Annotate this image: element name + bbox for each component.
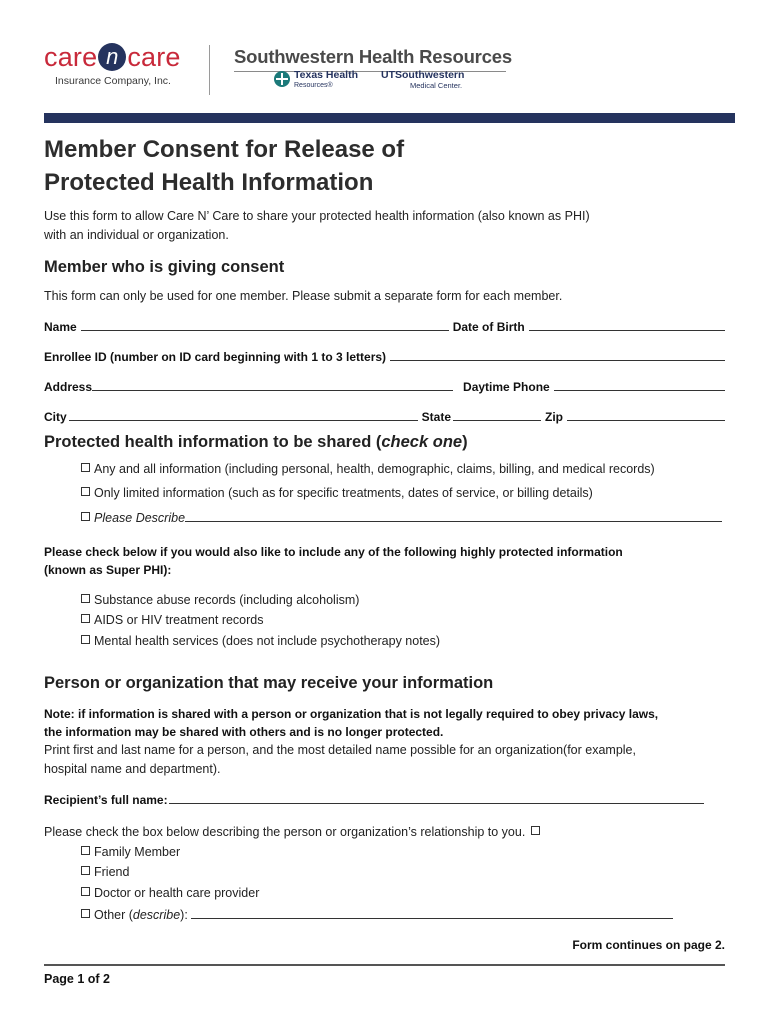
- southwestern-health-resources-logo: [234, 46, 512, 72]
- super-phi-note: Please check below if you would also like to include any of the following highly protected information (known as Super PHI):: [44, 545, 623, 577]
- city-row: [44, 406, 725, 424]
- name-row: [44, 316, 725, 334]
- phi-option-all[interactable]: Any and all information (including personal, health, demographic, claims, billing, and medical records): [81, 462, 655, 476]
- recipient-name-field[interactable]: [169, 791, 704, 804]
- checkbox-icon[interactable]: [531, 826, 540, 835]
- checkbox-icon[interactable]: [81, 887, 90, 896]
- relationship-family[interactable]: Family Member: [81, 845, 180, 859]
- relationship-friend[interactable]: Friend: [81, 865, 129, 879]
- ut-southwestern-logo: [381, 70, 464, 90]
- checkbox-icon[interactable]: [81, 463, 90, 472]
- checkbox-icon[interactable]: [81, 512, 90, 521]
- logo-n-circle: n: [98, 43, 126, 71]
- checkbox-icon[interactable]: [81, 594, 90, 603]
- thr-line2: Resources®: [294, 82, 333, 89]
- relationship-other[interactable]: Other (describe):: [81, 906, 673, 922]
- member-note: This form can only be used for one member. Please submit a separate form for each member.: [44, 289, 563, 303]
- zip-field[interactable]: [567, 408, 725, 421]
- header-bar: [44, 113, 735, 123]
- phi-heading-text: Protected health information to be shared (: [44, 433, 382, 451]
- phi-option-describe[interactable]: Please Describe: [81, 509, 722, 525]
- title-line1: Member Consent for Release of: [44, 136, 405, 163]
- checkbox-icon[interactable]: [81, 909, 90, 918]
- checkbox-icon[interactable]: [81, 846, 90, 855]
- print-instructions: Print first and last name for a person, and the most detailed name possible for an organization(for example, hospital name and department).: [44, 743, 636, 776]
- dob-field[interactable]: [529, 318, 725, 331]
- section-member-heading: Member who is giving consent: [44, 258, 285, 276]
- logo-word-care: care: [44, 42, 98, 72]
- state-label: State: [421, 410, 452, 424]
- footer-rule: [44, 964, 725, 966]
- relationship-prompt: Please check the box below describing the person or organization’s relationship to you.: [44, 823, 544, 842]
- care-n-care-logo: [44, 42, 194, 94]
- texas-health-globe-icon: [274, 71, 290, 87]
- super-phi-option-mental[interactable]: Mental health services (does not include psychotherapy notes): [81, 634, 440, 648]
- title-line2: Protected Health Information: [44, 169, 374, 196]
- checkbox-icon[interactable]: [81, 614, 90, 623]
- texas-health-logo: [274, 70, 358, 90]
- page-number: Page 1 of 2: [44, 972, 110, 986]
- utsw-line2: Medical Center.: [410, 81, 463, 90]
- form-continues-note: Form continues on page 2.: [572, 938, 725, 952]
- phi-option-limited[interactable]: Only limited information (such as for specific treatments, dates of service, or billing details): [81, 486, 593, 500]
- intro-line2: with an individual or organization.: [44, 228, 229, 242]
- address-row: [44, 376, 725, 394]
- other-describe-field[interactable]: [191, 906, 673, 919]
- section-phi-heading: [44, 433, 468, 452]
- intro-line1: Use this form to allow Care N’ Care to share your protected health information (also known as PHI): [44, 209, 590, 223]
- enrollee-label: Enrollee ID (number on ID card beginning with 1 to 3 letters): [44, 350, 387, 364]
- utsw-line1: UTSouthwestern: [381, 69, 465, 81]
- phone-label: Daytime Phone: [463, 380, 550, 394]
- address-field[interactable]: [92, 378, 453, 391]
- name-label: Name: [44, 320, 77, 334]
- enrollee-id-field[interactable]: [390, 348, 725, 361]
- relationship-doctor[interactable]: Doctor or health care provider: [81, 886, 259, 900]
- intro-text: [44, 207, 590, 245]
- name-field[interactable]: [81, 318, 449, 331]
- state-field[interactable]: [453, 408, 541, 421]
- phi-heading-emphasis: check one: [381, 433, 463, 451]
- phone-field[interactable]: [554, 378, 725, 391]
- super-phi-option-hiv[interactable]: AIDS or HIV treatment records: [81, 613, 264, 627]
- logo-divider: [209, 45, 210, 95]
- address-label: Address: [44, 380, 93, 394]
- privacy-note: Note: if information is shared with a person or organization that is not legally required to obey privacy laws, the information may be shared with others and is no longer protected.: [44, 707, 659, 739]
- checkbox-icon[interactable]: [81, 866, 90, 875]
- recipient-row: [44, 789, 704, 807]
- phi-heading-end: ): [462, 433, 468, 451]
- city-field[interactable]: [69, 408, 418, 421]
- dob-label: Date of Birth: [452, 320, 525, 334]
- section-recipient-heading: Person or organization that may receive your information: [44, 674, 494, 692]
- thr-line1: Texas Health: [294, 69, 358, 81]
- recipient-label: Recipient’s full name:: [44, 793, 168, 807]
- checkbox-icon[interactable]: [81, 635, 90, 644]
- enrollee-row: [44, 346, 725, 364]
- describe-field[interactable]: [185, 509, 722, 522]
- logo-word-care-2: care: [127, 42, 181, 72]
- super-phi-option-substance[interactable]: Substance abuse records (including alcoholism): [81, 593, 359, 607]
- logo-subtitle: Insurance Company, Inc.: [55, 75, 171, 87]
- shr-title: Southwestern Health Resources: [234, 46, 512, 67]
- zip-label: Zip: [545, 410, 564, 424]
- city-label: City: [44, 410, 67, 424]
- checkbox-icon[interactable]: [81, 487, 90, 496]
- page-title: [44, 133, 404, 199]
